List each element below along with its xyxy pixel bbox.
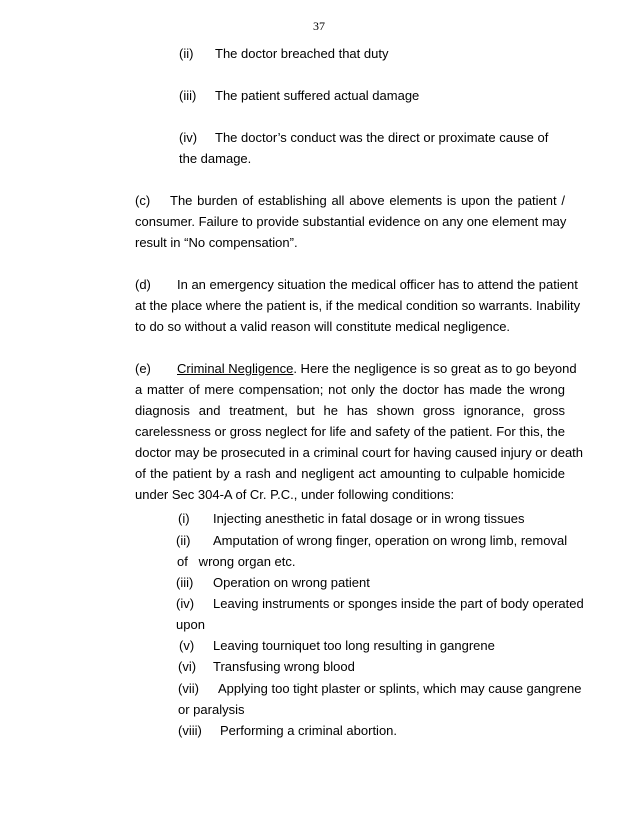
condition-label: (iii) <box>176 575 194 590</box>
para-e-line: under Sec 304-A of Cr. P.C., under following conditions: <box>135 487 455 502</box>
condition-continuation: upon <box>176 617 205 632</box>
condition-text: Performing a criminal abortion. <box>220 723 398 738</box>
condition-continuation: of wrong organ etc. <box>177 554 296 569</box>
condition-label: (viii) <box>178 723 202 738</box>
top-list-text: The patient suffered actual damage <box>215 88 420 103</box>
top-list-label: (iv) <box>179 130 198 145</box>
top-list-label: (ii) <box>179 46 194 61</box>
criminal-negligence-heading: Criminal Negligence <box>177 361 294 376</box>
para-c-label: (c) <box>135 193 151 208</box>
para-c-line: result in “No compensation”. <box>135 235 298 250</box>
para-e-first-line <box>177 361 577 377</box>
condition-text: Applying too tight plaster or splints, which may cause gangrene <box>218 681 582 696</box>
condition-text: Leaving tourniquet too long resulting in gangrene <box>213 638 495 653</box>
para-e-line: carelessness or gross neglect for life and safety of the patient. For this, the <box>135 424 565 439</box>
top-list-text: The doctor breached that duty <box>215 46 389 61</box>
para-e-line: a matter of mere compensation; not only the doctor has made the wrong <box>135 382 565 397</box>
para-e-line: diagnosis and treatment, but he has shown gross ignorance, gross <box>135 403 565 418</box>
para-e-label: (e) <box>135 361 151 376</box>
para-c-line: The burden of establishing all above elements is upon the patient / <box>170 193 565 208</box>
para-e-first-line-rest: . Here the negligence is so great as to go beyond <box>293 361 577 376</box>
condition-text: Transfusing wrong blood <box>213 659 355 674</box>
condition-text: Leaving instruments or sponges inside the part of body operated <box>213 596 584 611</box>
top-list-text: The doctor’s conduct was the direct or proximate cause of <box>215 130 549 145</box>
condition-text: Amputation of wrong finger, operation on wrong limb, removal <box>213 533 568 548</box>
para-d-line: In an emergency situation the medical officer has to attend the patient <box>177 277 578 292</box>
condition-text: Operation on wrong patient <box>213 575 370 590</box>
para-d-line: at the place where the patient is, if the medical condition so warrants. Inability <box>135 298 581 313</box>
top-list-label: (iii) <box>179 88 197 103</box>
condition-label: (vii) <box>178 681 199 696</box>
condition-label: (iv) <box>176 596 195 611</box>
page-number: 37 <box>313 19 325 33</box>
condition-text: Injecting anesthetic in fatal dosage or in wrong tissues <box>213 511 525 526</box>
para-e-line: of the patient by a rash and negligent act amounting to culpable homicide <box>135 466 565 481</box>
condition-label: (vi) <box>178 659 197 674</box>
para-d-line: to do so without a valid reason will constitute medical negligence. <box>135 319 511 334</box>
para-e-line: doctor may be prosecuted in a criminal court for having caused injury or death <box>135 445 584 460</box>
condition-label: (v) <box>179 638 195 653</box>
para-c-line: consumer. Failure to provide substantial evidence on any one element may <box>135 214 567 229</box>
condition-continuation: or paralysis <box>178 702 245 717</box>
condition-label: (i) <box>178 511 190 526</box>
condition-label: (ii) <box>176 533 191 548</box>
para-d-label: (d) <box>135 277 151 292</box>
top-list-continuation: the damage. <box>179 151 252 166</box>
